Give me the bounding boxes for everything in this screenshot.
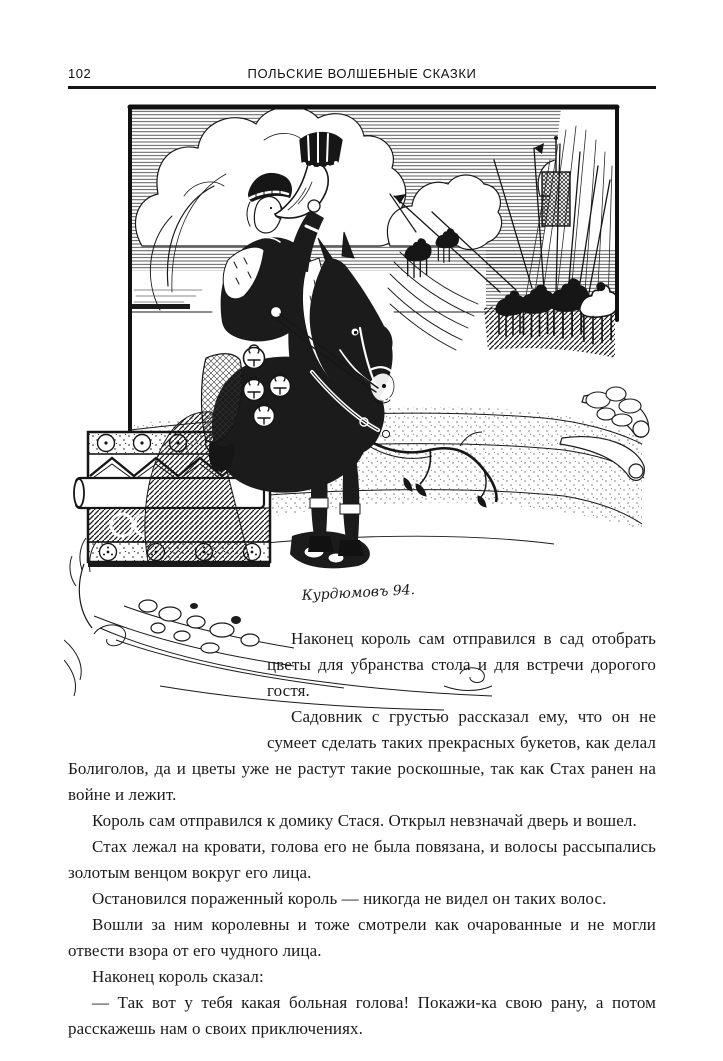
artist-signature: Курдюмовъ 94. [301,582,416,604]
header-rule [68,86,656,89]
text-wrap-spacer-full [68,100,656,626]
paragraph: Король сам отправился к домику Стася. Открыл невзначай дверь и вошел. [92,811,637,830]
paragraph: — Так вот у тебя какая больная голова! Покажи-ка свою рану, а потом расскажешь нам о своих приключениях. [68,993,656,1038]
paragraph: Наконец король сам отправился в сад отобрать цветы для убранства стола и для встречи дорогого гостя. [267,629,656,700]
paragraph: Стах лежал на кровати, голова его не была повязана, и волосы рассыпались золотым венцом вокруг его лица. [68,837,656,882]
paragraph: Наконец король сказал: [92,967,264,986]
story-text [68,100,656,1042]
page-header [68,66,656,84]
running-title: ПОЛЬСКИЕ ВОЛШЕБНЫЕ СКАЗКИ [247,66,477,81]
paragraph: Вошли за ним королевны и тоже смотрели как очарованные и не могли отвести взора от его чудного лица. [68,915,656,960]
page-number: 102 [68,66,92,81]
text-wrap-spacer-left [68,626,267,732]
paragraph: Остановился пораженный король — никогда не видел он таких волос. [92,889,607,908]
paragraph: Садовник с грустью рассказал ему, что он не сумеет сделать таких прекрасных букетов, как делал Болиголов, да и цветы уже не растут такие роскошные, так как Стах ранен на войне и лежит. [68,707,656,804]
